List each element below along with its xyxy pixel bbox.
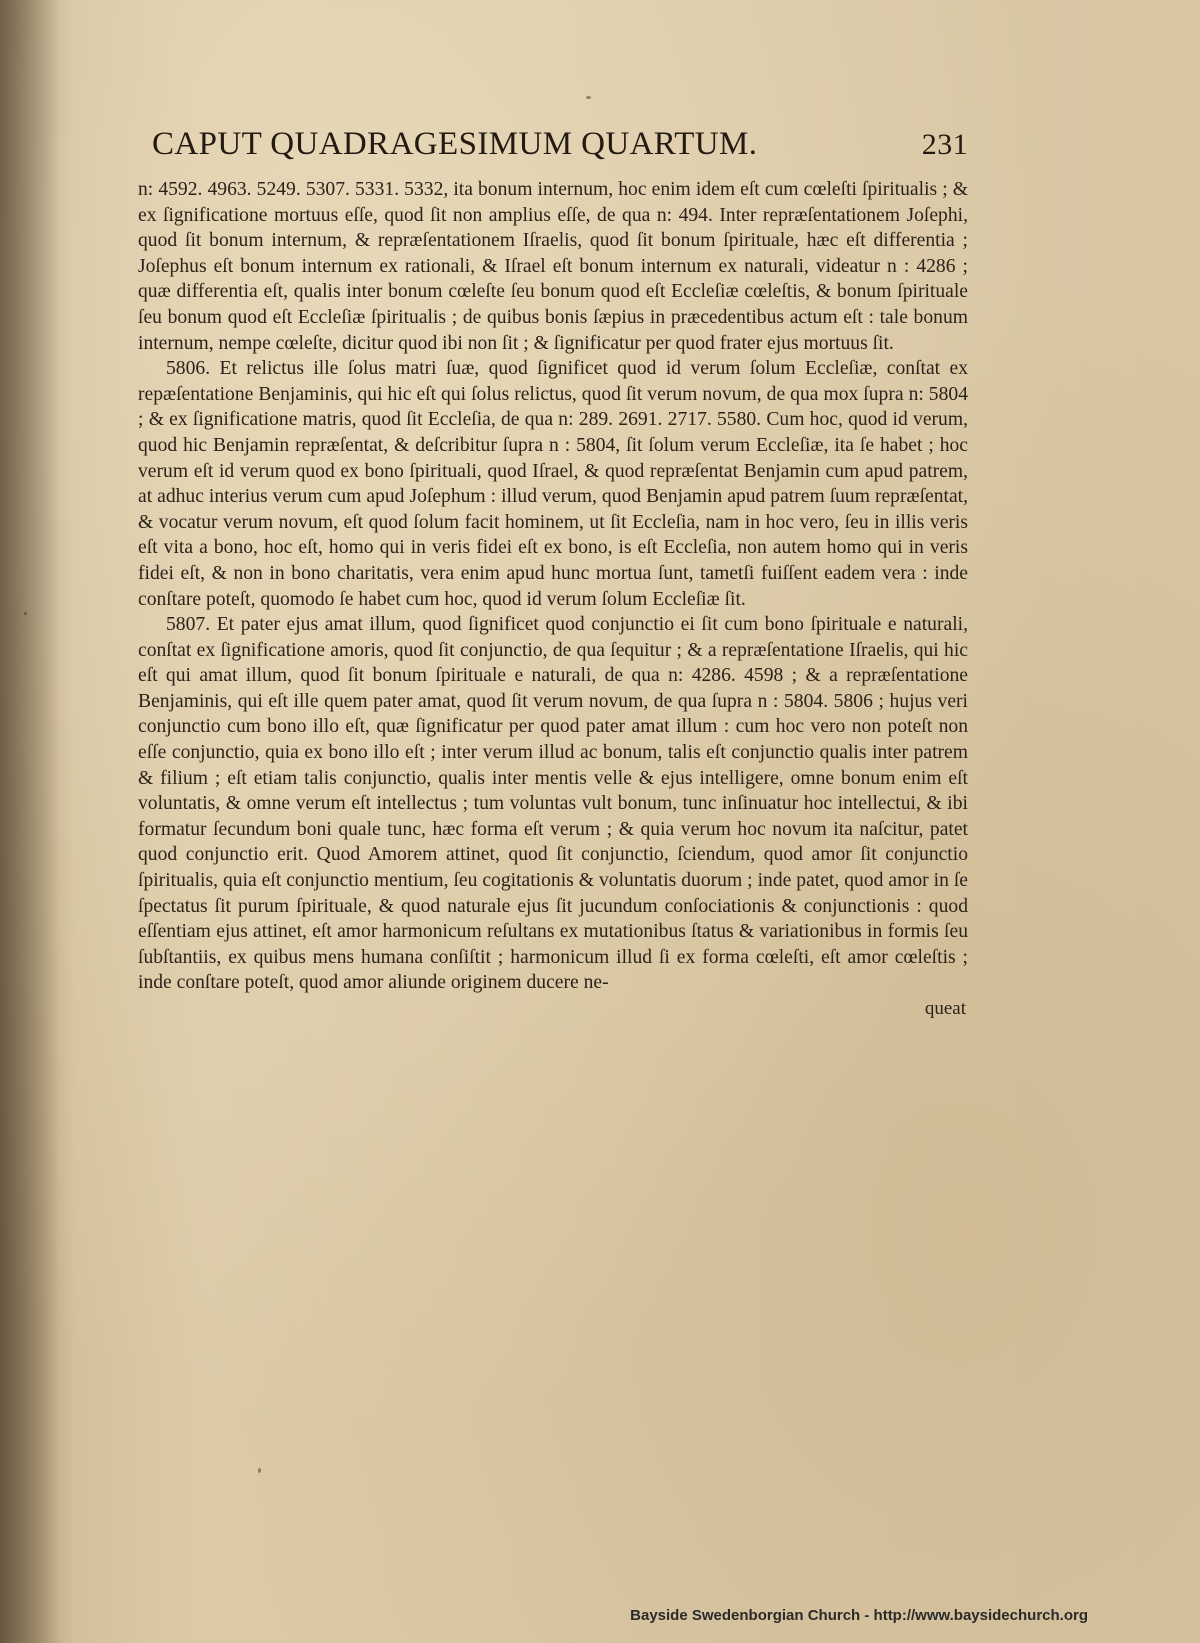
source-watermark: Bayside Swedenborgian Church - http://www.baysidechurch.org: [630, 1607, 1088, 1624]
paper-speck: [586, 96, 591, 99]
page-gutter-shadow: [0, 0, 60, 1643]
running-head: [152, 128, 968, 161]
book-page: [138, 128, 968, 1020]
page-number: 231: [921, 128, 968, 161]
body-text: [138, 177, 968, 996]
chapter-title: CAPUT QUADRAGESIMUM QUARTUM.: [152, 126, 758, 162]
paper-speck: [258, 1468, 261, 1473]
catchword: queat: [924, 998, 966, 1019]
paragraph-continuation: n: 4592. 4963. 5249. 5307. 5331. 5332, ita bonum internum, hoc enim idem eſt cum cœleſti ſpiritualis ; & ex ſignificatione mortuus eſſe, quod ſit non amplius eſſe, de qua n: 494. Inter repræſentationem Joſephi, quod ſit bonum internum, & repræſentationem Iſraelis, quod ſit bonum ſpirituale, hæc eſt differentia ; Joſephus eſt bonum internum ex rationali, & Iſrael eſt bonum internum ex naturali, videatur n : 4286 ; quæ differentia eſt, qualis inter bonum cœleſte ſeu bonum quod eſt Eccleſiæ cœleſtis, & bonum ſpirituale ſeu bonum quod eſt Eccleſiæ ſpiritualis ; de quibus bonis ſæpius in præcedentibus actum eſt : tale bonum internum, nempe cœleſte, dicitur quod ibi non ſit ; & ſignificatur per quod frater ejus mortuus ſit.: [138, 179, 968, 354]
paragraph-5807: 5807. Et pater ejus amat illum, quod ſignificet quod conjunctio ei ſit cum bono ſpirituale e naturali, conſtat ex ſignificatione amoris, quod ſit conjunctio, de qua ſequitur ; & a repræſentatione Iſraelis, qui hic eſt qui amat illum, quod ſit bonum ſpirituale e naturali, de qua n: 4286. 4598 ; & a repræſentatione Benjaminis, qui eſt ille quem pater amat, quod ſit verum novum, de qua ſupra n : 5804. 5806 ; hujus veri conjunctio cum bono illo eſt, quæ ſignificatur per quod pater amat illum : cum hoc vero non poteſt non eſſe conjunctio, quia ex bono illo eſt ; inter verum illud ac bonum, talis eſt conjunctio qualis inter patrem & filium ; eſt etiam talis conjunctio, qualis inter mentis velle & ejus intelligere, omne bonum enim eſt voluntatis, & omne verum eſt intellectus ; tum voluntas vult bonum, tunc inſinuatur hoc intellectui, & ibi formatur ſecundum boni quale tunc, hæc forma eſt verum ; & quia verum hoc novum ita naſcitur, patet quod conjunctio erit. Quod Amorem attinet, quod ſit conjunctio, ſciendum, quod amor ſit conjunctio ſpiritualis, quia eſt conjunctio mentium, ſeu cogitationis & voluntatis duorum ; inde patet, quod amor in ſe ſpectatus ſit purum ſpirituale, & quod naturale ejus ſit jucundum conſociationis & conjunctionis : quod eſſentiam ejus attinet, eſt amor harmonicum reſultans ex mutationibus ſtatus & variationibus in formis ſeu ſubſtantiis, ex quibus mens humana conſiſtit ; harmonicum illud ſi ex forma cœleſti, eſt amor cœleſtis ; inde conſtare poteſt, quod amor aliunde originem ducere ne-: [138, 614, 968, 994]
paragraph-5806: 5806. Et relictus ille ſolus matri ſuæ, quod ſignificet quod id verum ſolum Eccleſiæ, conſtat ex repæſentatione Benjaminis, qui hic eſt qui ſolus relictus, quod ſit verum novum, de qua mox ſupra n: 5804 ; & ex ſignificatione matris, quod ſit Eccleſia, de qua n: 289. 2691. 2717. 5580. Cum hoc, quod id verum, quod hic Benjamin repræſentat, & deſcribitur ſupra n : 5804, ſit ſolum verum Eccleſiæ, ita ſe habet ; hoc verum eſt id verum quod ex bono ſpirituali, quod Iſrael, & quod repræſentat Benjamin cum apud patrem, at adhuc interius verum cum apud Joſephum : illud verum, quod Benjamin apud patrem ſuum repræſentat, & vocatur verum novum, eſt quod ſolum facit hominem, ut ſit Eccleſia, nam in hoc vero, ſeu in illis veris eſt vita a bono, hoc eſt, homo qui in veris fidei eſt ex bono, is eſt Eccleſia, non autem homo qui in veris fidei eſt, & non in bono charitatis, vera enim apud hunc mortua ſunt, tametſi fuiſſent eadem vera : inde conſtare poteſt, quomodo ſe habet cum hoc, quod id verum ſolum Eccleſiæ ſit.: [138, 358, 968, 610]
paper-speck: [24, 612, 27, 615]
